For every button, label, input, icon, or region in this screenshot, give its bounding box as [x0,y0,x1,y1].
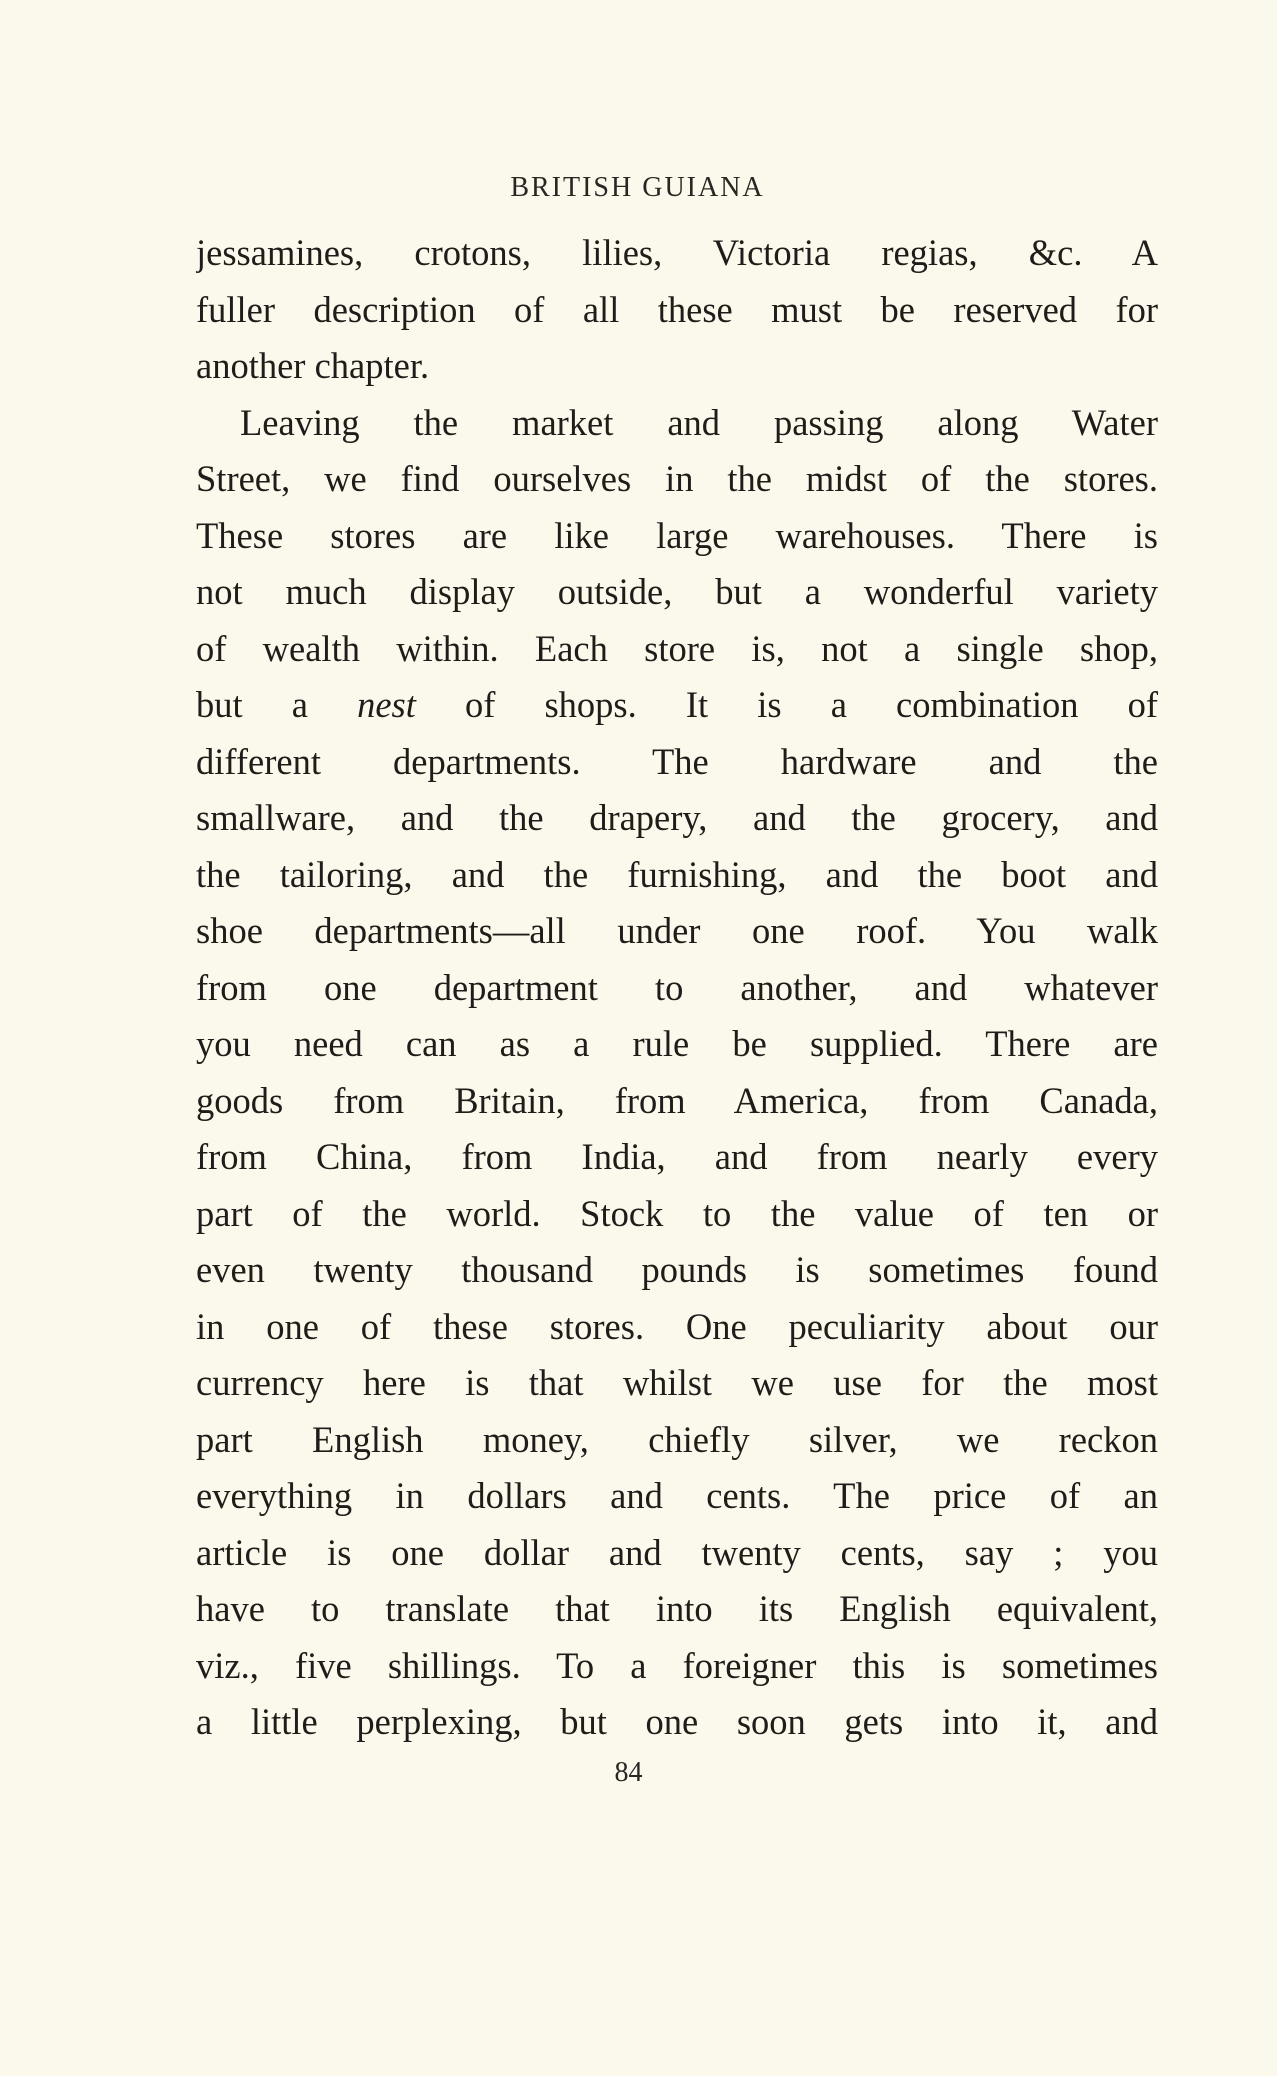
text-line [196,677,1158,734]
text-line: a little perplexing, but one soon gets into it, and [196,1701,1158,1742]
italic-word: nest [357,684,416,725]
text-line: fuller description of all these must be reserved for [196,288,1158,330]
text-line: viz., five shillings. To a foreigner this is sometimes [196,1644,1158,1686]
text-line: article is one dollar and twenty cents, say ; you [196,1531,1158,1573]
text-line: another chapter. [196,345,430,386]
text-line: in one of these stores. One peculiarity about our [196,1305,1158,1347]
text-line: even twenty thousand pounds is sometimes found [196,1249,1158,1290]
text-line: shoe departments—all under one roof. You walk [196,910,1158,951]
text-line: smallware, and the drapery, and the grocery, and [196,797,1158,838]
text-line: not much display outside, but a wonderful variety [196,571,1158,612]
page-number: 84 [614,1757,643,1788]
text-line: different departments. The hardware and the [196,740,1158,782]
text-line: part of the world. Stock to the value of ten or [196,1192,1158,1234]
text-line: of wealth within. Each store is, not a single shop, [196,627,1158,669]
text-line: Street, we find ourselves in the midst of the stores. [196,458,1158,499]
text-line: jessamines, crotons, lilies, Victoria regias, &c. A [196,232,1158,273]
text-line: from one department to another, and whatever [196,966,1158,1008]
text-line: part English money, chiefly silver, we reckon [196,1418,1158,1460]
running-header: BRITISH GUIANA [510,172,765,203]
text-line: have to translate that into its English equivalent, [196,1588,1158,1629]
text-line: you need can as a rule be supplied. There are [196,1023,1158,1064]
text-line: the tailoring, and the furnishing, and the boot and [196,853,1158,895]
body-text [196,225,1158,1751]
text-line: everything in dollars and cents. The price of an [196,1475,1158,1516]
text-line: These stores are like large warehouses. There is [196,514,1158,556]
text-line: currency here is that whilst we use for the most [196,1362,1158,1403]
text-fragment: of shops. It is a combination of [464,684,1158,725]
text-line: from China, from India, and from nearly every [196,1136,1158,1177]
text-line: goods from Britain, from America, from Canada, [196,1079,1158,1121]
text-fragment: but a [196,684,308,725]
text-line: Leaving the market and passing along Water [240,401,1158,443]
